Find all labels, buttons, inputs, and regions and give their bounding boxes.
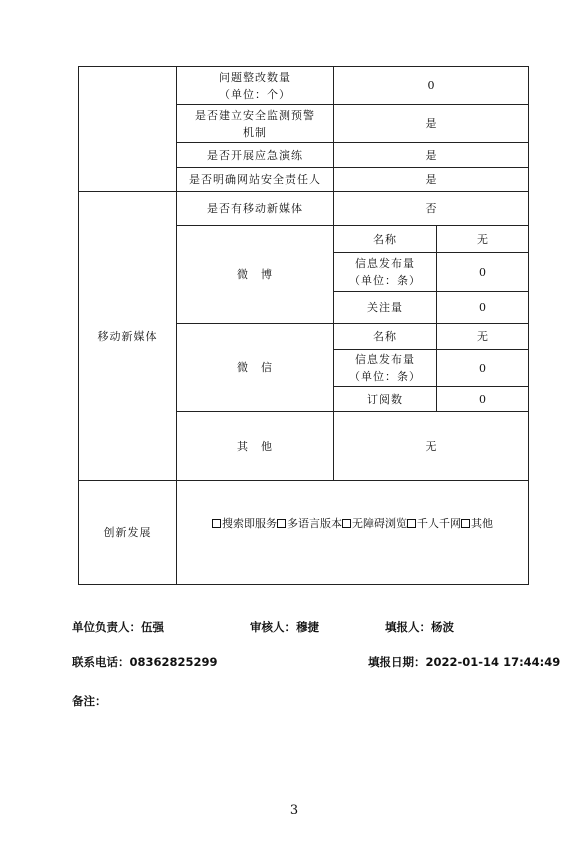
wechat-name-label: 名称: [373, 330, 397, 343]
wechat-name-value: 无: [477, 330, 488, 343]
report-date: 填报日期：2022-01-14 17:44:49: [368, 655, 561, 669]
wechat-label: 微 信: [237, 361, 273, 374]
option-accessibility[interactable]: [342, 515, 407, 532]
innovation-options: [177, 481, 528, 565]
weibo-name-label: 名称: [373, 232, 397, 246]
has-mobile-media-value: 否: [425, 202, 437, 215]
wechat-subs-value: 0: [479, 392, 486, 406]
weibo-posts-value: 0: [479, 265, 486, 279]
label-line: 信息发布量: [355, 257, 415, 270]
label-line: （单位：条）: [349, 274, 421, 287]
weibo-label: 微 博: [237, 268, 273, 281]
innovation-section-label: 创新发展: [103, 526, 152, 539]
filler: 填报人：杨波: [385, 620, 454, 634]
responsible-value: 是: [425, 173, 437, 186]
drill-label: 是否开展应急演练: [207, 148, 303, 162]
wechat-subs-label: 订阅数: [367, 392, 403, 406]
other-media-label: 其 他: [237, 439, 273, 453]
issue-count-value: 0: [427, 79, 435, 92]
option-label: 千人千网: [417, 516, 461, 530]
other-media-value: 无: [425, 439, 437, 453]
monitoring-value: 是: [425, 117, 437, 130]
weibo-followers-label: 关注量: [367, 301, 403, 314]
label-line: 是否建立安全监测预警: [195, 108, 315, 122]
drill-value: 是: [425, 148, 437, 162]
mobile-media-section-label: 移动新媒体: [97, 329, 158, 343]
option-label: 搜索即服务: [222, 516, 277, 530]
label-line: （单位：条）: [349, 370, 421, 383]
weibo-followers-value: 0: [479, 301, 486, 314]
option-multilingual[interactable]: [277, 515, 342, 532]
option-personalized[interactable]: [407, 515, 461, 532]
checkbox-icon[interactable]: [342, 519, 351, 528]
remarks: 备注：: [72, 694, 107, 708]
option-search-as-service[interactable]: [212, 515, 277, 532]
responsible-label: 是否明确网站安全责任人: [189, 173, 321, 186]
page-number: 3: [289, 803, 299, 818]
option-label: 无障碍浏览: [352, 516, 407, 530]
checkbox-icon[interactable]: [212, 519, 221, 528]
weibo-name-value: 无: [477, 232, 488, 246]
report-table: [78, 66, 529, 585]
weibo-posts-label: [334, 253, 436, 291]
option-label: 多语言版本: [287, 516, 342, 530]
unit-head: 单位负责人：伍强: [72, 620, 164, 634]
label-line: 问题整改数量: [219, 70, 291, 84]
contact-phone: 联系电话：08362825299: [72, 655, 218, 669]
wechat-posts-value: 0: [479, 361, 486, 375]
label-line: 信息发布量: [355, 353, 415, 366]
wechat-posts-label: [334, 350, 436, 386]
option-other[interactable]: [461, 515, 493, 532]
checkbox-icon[interactable]: [407, 519, 416, 528]
label-line: （单位：个）: [219, 87, 291, 101]
label-line: 机制: [243, 125, 267, 139]
has-mobile-media-label: 是否有移动新媒体: [207, 202, 303, 215]
checkbox-icon[interactable]: [277, 519, 286, 528]
reviewer: 审核人：穆捷: [250, 620, 319, 634]
issue-count-label: [177, 67, 333, 104]
checkbox-icon[interactable]: [461, 519, 470, 528]
option-label: 其他: [471, 516, 493, 530]
monitoring-label: [177, 105, 333, 142]
